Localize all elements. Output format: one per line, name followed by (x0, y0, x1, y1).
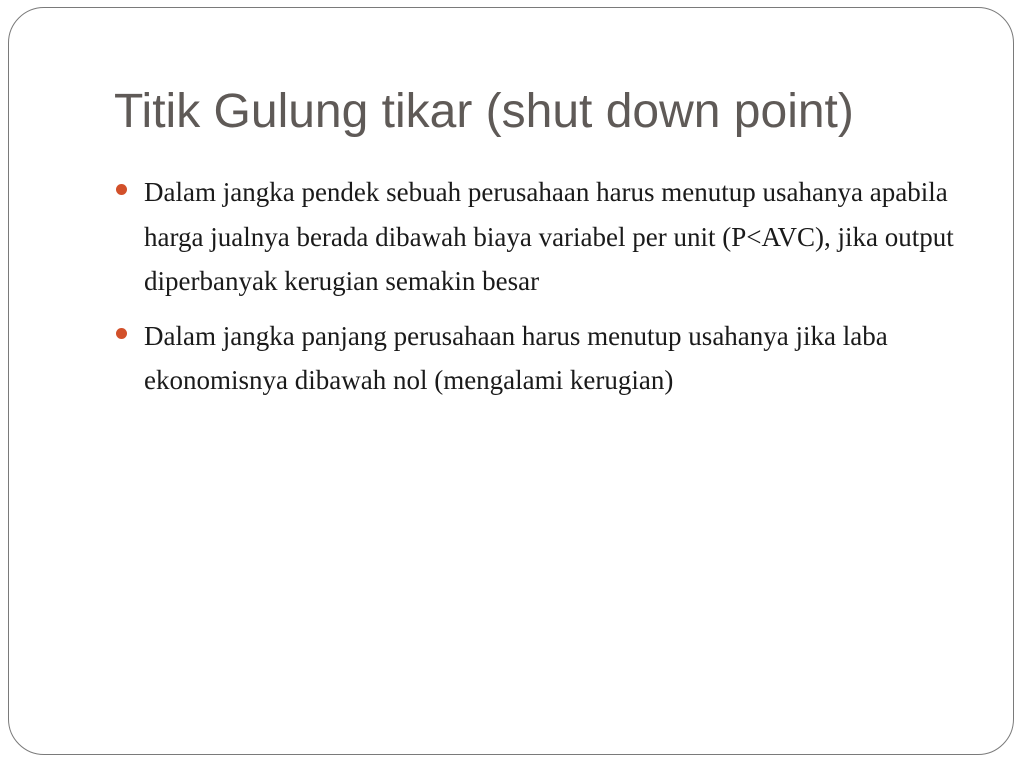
bullet-dot-icon (116, 184, 127, 195)
bullet-text: Dalam jangka pendek sebuah perusahaan harus menutup usahanya apabila harga jualnya berada dibawah biaya variabel per unit (P<AVC), jika output diperbanyak kerugian semakin besar (144, 177, 954, 296)
bullet-item (114, 314, 974, 403)
bullet-item (114, 170, 974, 304)
bullet-text: Dalam jangka panjang perusahaan harus menutup usahanya jika laba ekonomisnya dibawah nol (mengalami kerugian) (144, 320, 888, 395)
bullet-list (114, 170, 974, 413)
bullet-dot-icon (116, 328, 127, 339)
slide-title: Titik Gulung tikar (shut down point) (114, 85, 854, 138)
